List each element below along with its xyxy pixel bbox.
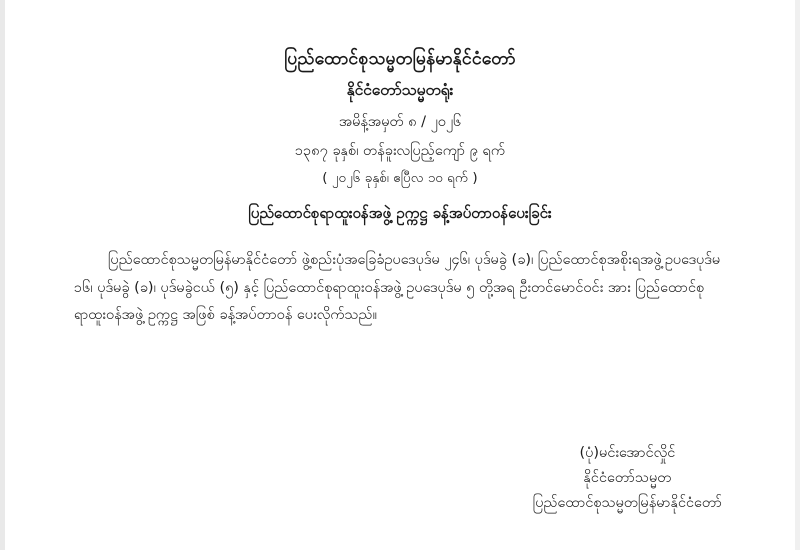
document-body: [68, 247, 732, 330]
document-subject: ပြည်ထောင်စုရာထူးဝန်အဖွဲ့ ဥက္ကဋ္ဌ ခန့်အပ်တာဝန်ပေးခြင်း: [248, 204, 552, 223]
document-title-main: ပြည်ထောင်စုသမ္မတမြန်မာနိုင်ငံတော်: [284, 49, 516, 69]
order-number: အမိန့်အမှတ် ၈ / ၂၀၂၆: [338, 113, 462, 130]
page-edge-right: [795, 0, 800, 550]
document-title-sub: နိုင်ငံတော်သမ္မတရုံး: [346, 81, 454, 100]
signature-block: [533, 441, 722, 516]
page-edge-left: [0, 0, 5, 550]
body-paragraph: ပြည်ထောင်စုသမ္မတမြန်မာနိုင်ငံတော် ဖွဲ့စည်းပုံအခြေခံဥပဒေပုဒ်မ ၂၄၆၊ ပုဒ်မခွဲ (ခ)၊ ပြည်ထောင်စုအစိုးရအဖွဲ့ဥပဒေပုဒ်မ ၁၆၊ ပုဒ်မခွဲ (ခ)၊ ပုဒ်မခွဲငယ် (၅) နှင့် ပြည်ထောင်စုရာထူးဝန်အဖွဲ့ ဥပဒေပုဒ်မ ၅ တို့အရ ဦးတင်မောင်ဝင်း အား ပြည်ထောင်စုရာထူးဝန်အဖွဲ့ ဥက္ကဋ္ဌ အဖြစ် ခန့်အပ်တာဝန် ပေးလိုက်သည်။: [74, 251, 721, 324]
signature-state: ပြည်ထောင်စုသမ္မတမြန်မာနိုင်ငံတော်: [532, 495, 722, 512]
date-gregorian: ( ၂၀၂၆ ခုနှစ်၊ ဧပြီလ ၁၀ ရက် ): [322, 170, 478, 186]
date-myanmar: ၁၃၈၇ ခုနှစ်၊ တန်ခူးလပြည့်ကျော် ၉ ရက်: [294, 143, 506, 160]
signature-name: (ပုံ)မင်းအောင်လှိုင်: [579, 445, 676, 462]
signature-position: နိုင်ငံတော်သမ္မတ: [583, 470, 672, 487]
